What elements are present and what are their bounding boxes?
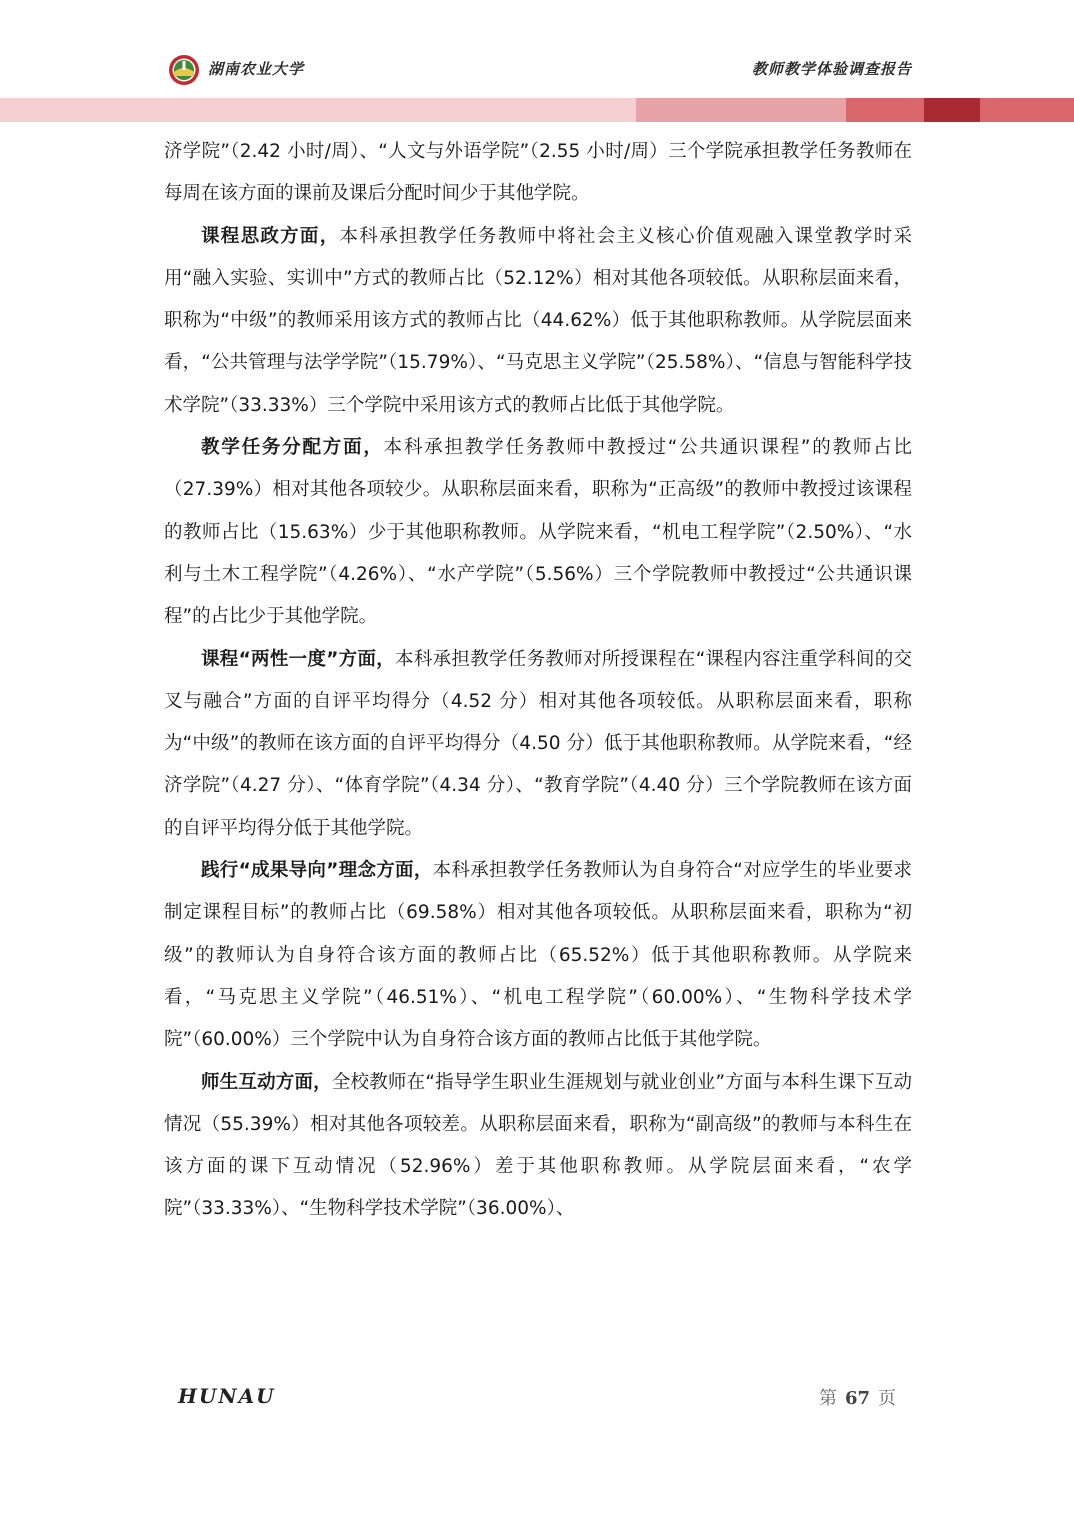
report-title: 教师教学体验调查报告 [751, 60, 912, 78]
report-body [164, 131, 912, 1231]
paragraph-lead: 课程“两性一度”方面， [201, 648, 396, 670]
paragraph-text: 济学院”（2.42 小时/周）、“人文与外语学院”（2.55 小时/周）三个学院承担教学任务教师在每周在该方面的课前及课后分配时间少于其他学院。 [164, 141, 912, 205]
header-band-red [846, 98, 924, 122]
paragraph-ideological-education [164, 216, 912, 427]
paragraph-lead: 教学任务分配方面， [201, 437, 384, 459]
footer-logo-text: HUNAU [178, 1384, 276, 1408]
paragraph-continuation [164, 131, 912, 216]
page-header [0, 0, 1074, 124]
header-band-mid [636, 98, 846, 122]
paragraph-teacher-student-interaction [164, 1062, 912, 1231]
page-number [819, 1384, 896, 1410]
page-suffix: 页 [878, 1388, 896, 1409]
paragraph-lead: 践行“成果导向”理念方面， [201, 860, 433, 882]
paragraph-outcome-oriented [164, 850, 912, 1061]
paragraph-lead: 课程思政方面， [201, 225, 340, 247]
header-band-light [0, 98, 636, 122]
university-logo-icon [168, 54, 200, 86]
header-band-dark [924, 98, 980, 122]
page-prefix: 第 [818, 1388, 837, 1409]
paragraph-lead: 师生互动方面， [201, 1071, 332, 1093]
paragraph-task-allocation [164, 427, 912, 638]
paragraph-text: 本科承担教学任务教师中将社会主义核心价值观融入课堂教学时采用“融入实验、实训中”方式的教师占比（52.12%）相对其他各项较低。从职称层面来看，职称为“中级”的教师采用该方式的教师占比（44.62%）低于其他职称教师。从学院层面来看，“公共管理与法学学院”（15.79%）、“马克思主义学院”（25.58%）、“信息与智能科学技术学院”（33.33%）三个学院中采用该方式的教师占比低于其他学院。 [164, 225, 912, 416]
header-band-red-end [980, 98, 1074, 122]
paragraph-course-quality [164, 639, 912, 850]
paragraph-text: 全校教师在“指导学生职业生涯规划与就业创业”方面与本科生课下互动情况（55.39%）相对其他各项较差。从职称层面来看，职称为“副高级”的教师与本科生在该方面的课下互动情况（52.96%）差于其他职称教师。从学院层面来看，“农学院”（33.33%）、“生物科学技术学院”（36.00%）、 [164, 1071, 912, 1220]
paragraph-text: 本科承担教学任务教师中教授过“公共通识课程”的教师占比（27.39%）相对其他各项较少。从职称层面来看，职称为“正高级”的教师中教授过该课程的教师占比（15.63%）少于其他职称教师。从学院来看，“机电工程学院”（2.50%）、“水利与土木工程学院”（4.26%）、“水产学院”（5.56%）三个学院教师中教授过“公共通识课程”的占比少于其他学院。 [164, 437, 912, 628]
paragraph-text: 本科承担教学任务教师对所授课程在“课程内容注重学科间的交叉与融合”方面的自评平均得分（4.52 分）相对其他各项较低。从职称层面来看，职称为“中级”的教师在该方面的自评平均得分（4.50 分）低于其他职称教师。从学院来看，“经济学院”（4.27 分）、“体育学院”（4.34 分）、“教育学院”（4.40 分）三个学院教师在该方面的自评平均得分低于其他学院。 [164, 648, 912, 839]
paragraph-text: 本科承担教学任务教师认为自身符合“对应学生的毕业要求制定课程目标”的教师占比（69.58%）相对其他各项较低。从职称层面来看，职称为“初级”的教师认为自身符合该方面的教师占比（65.52%）低于其他职称教师。从学院来看，“马克思主义学院”（46.51%）、“机电工程学院”（60.00%）、“生物科学技术学院”（60.00%）三个学院中认为自身符合该方面的教师占比低于其他学院。 [164, 860, 912, 1051]
university-name: 湖南农业大学 [208, 60, 305, 78]
page-number-value: 67 [844, 1388, 870, 1409]
